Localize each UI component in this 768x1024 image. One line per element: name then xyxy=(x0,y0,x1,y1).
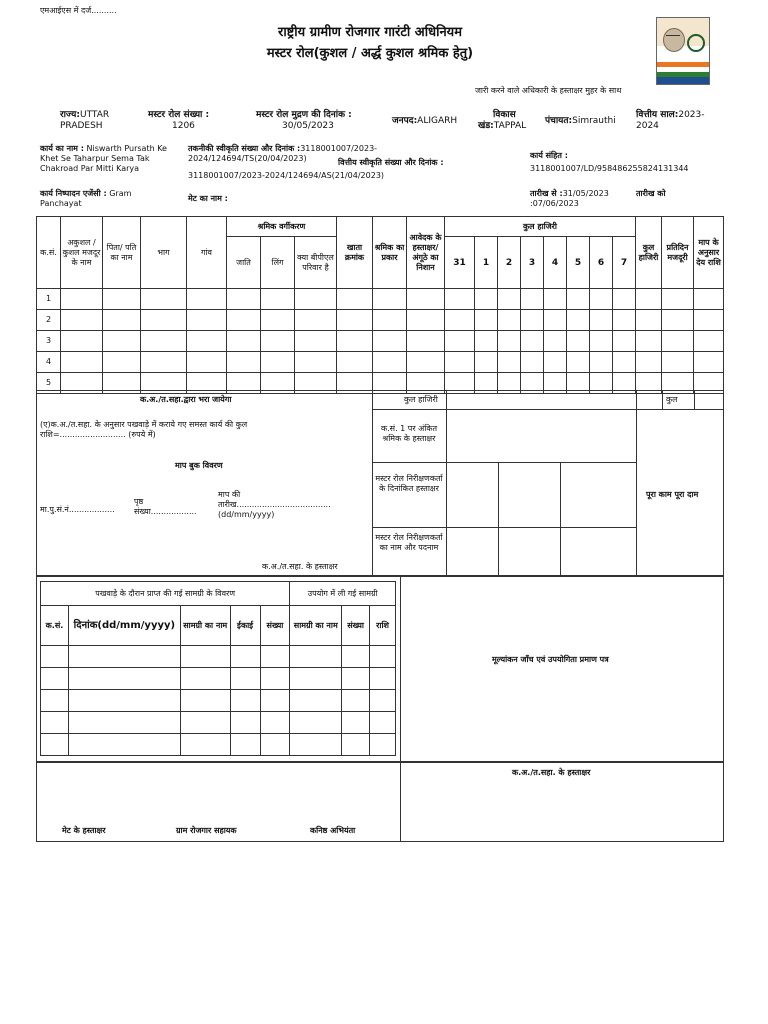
fin-sanction-value: 3118001007/2023-2024/124694/AS(21/04/2023) xyxy=(188,171,385,180)
evaluation-certificate: मूल्यांकन जाँच एवं उपयोगिता प्रमाण पत्र xyxy=(492,655,609,664)
agency-field: कार्य निष्पादन एजेंसी : Gram Panchayat xyxy=(40,189,132,208)
page-no-field: पृष्ठ संख्या.................. xyxy=(134,497,197,516)
financial-year-field: वित्तीय साल:2023-2024 xyxy=(636,110,705,131)
row-sno: 3 xyxy=(37,331,61,352)
col-total-attendance: कुल हाजिरी xyxy=(636,217,662,289)
col-payable: माप के अनुसार देय राशि xyxy=(694,217,724,289)
divider xyxy=(636,390,637,576)
row-sno: 1 xyxy=(37,289,61,310)
table-row xyxy=(41,734,396,756)
date-from-field: तारीख से :31/05/2023 :07/06/2023 xyxy=(530,189,609,208)
col-father-name: पिता/ पति का नाम xyxy=(103,217,141,289)
je-junior-engineer: कनिष्ठ अभियंता xyxy=(310,826,356,835)
col-attendance: कुल हाजिरी xyxy=(445,217,636,237)
je-signature: क.अ./त.सहा. के हस्ताक्षर xyxy=(262,562,338,571)
material-table xyxy=(40,581,396,756)
col-gender: भाग xyxy=(141,217,187,289)
col-amount: राशि xyxy=(370,606,396,646)
measured-work-amount: (ए)क.अ./त.सहा. के अनुसार पखवाड़े में कराये गए समस्त कार्य की कुल राशि=.......................... (रुपये में) xyxy=(40,420,248,439)
divider xyxy=(372,527,636,528)
day-header: 2 xyxy=(498,237,521,289)
je-final-signature: क.अ./त.सहा. के हस्ताक्षर xyxy=(512,768,591,777)
row-sno: 5 xyxy=(37,373,61,394)
divider xyxy=(662,390,663,410)
divider xyxy=(446,390,447,576)
divider xyxy=(498,462,499,576)
col-worker-name: अकुशल / कुशल मजदूर के नाम xyxy=(61,217,103,289)
divider xyxy=(400,576,401,762)
table-row xyxy=(37,289,724,310)
col-bpl: क्या बीपीएल परिवार है xyxy=(295,237,337,289)
day-header: 31 xyxy=(445,237,475,289)
row-sno: 4 xyxy=(37,352,61,373)
divider xyxy=(372,390,373,576)
col-daily-wage: प्रतिदिन मजदूरी xyxy=(662,217,694,289)
col-material-name: सामग्री का नाम xyxy=(180,606,230,646)
divider xyxy=(694,390,695,410)
divider xyxy=(400,762,401,842)
used-material-title: उपयोग में ली गई सामग्री xyxy=(290,582,396,606)
table-row xyxy=(37,331,724,352)
table-row xyxy=(37,310,724,331)
col-signature: आवेदक के हस्ताक्षर/ अंगूठे का निशान xyxy=(407,217,445,289)
print-date-field: मस्टर रोल मुद्रण की दिनांक : 30/05/2023 xyxy=(256,110,352,131)
col-material-qty: संख्या xyxy=(260,606,290,646)
day-header: 1 xyxy=(475,237,498,289)
mis-entry: एमआईएस में दर्ज.......... xyxy=(40,6,117,15)
inspector-name: मस्टर रोल निरीक्षणकर्ता का नाम और पदनाम xyxy=(375,533,443,552)
col-category: श्रमिक वर्गीकरण xyxy=(227,217,337,237)
table-row xyxy=(41,668,396,690)
mb-no-field: मा.पु.सं.नं.................. xyxy=(40,505,115,514)
signature-section xyxy=(36,762,724,842)
tech-sanction-field: तकनीकी स्वीकृति संख्या और दिनांक :3118001007/2023-2024/124694/TS(20/04/2023) xyxy=(188,144,378,163)
attendance-table xyxy=(36,216,724,394)
inspector-signature: मस्टर रोल निरीक्षणकर्ता के दिनांकित हस्ताक्षर xyxy=(375,474,443,493)
day-header: 4 xyxy=(544,237,567,289)
table-row xyxy=(41,690,396,712)
work-code-field: कार्य संहित : 3118001007/LD/958486255824131344 xyxy=(530,151,689,173)
table-row xyxy=(37,352,724,373)
state-field: राज्य:UTTAR PRADESH xyxy=(60,110,110,131)
panchayat-field: पंचायत:Simrauthi xyxy=(545,116,616,126)
fin-sanction-label: वित्तीय स्वीकृति संख्या और दिनांक : xyxy=(338,158,444,167)
col-caste: जाति xyxy=(227,237,261,289)
je-fill-label: क.अ./त.सहा.द्वारा भरा जायेगा xyxy=(140,395,232,404)
mate-signature: मेट के हस्ताक्षर xyxy=(62,826,106,835)
day-header: 7 xyxy=(613,237,636,289)
divider xyxy=(560,462,561,576)
col-worker-type: श्रमिक का प्रकार xyxy=(373,217,407,289)
total-attendance-label: कुल हाजिरी xyxy=(404,395,438,404)
day-header: 5 xyxy=(567,237,590,289)
col-material-date: दिनांक(dd/mm/yyyy) xyxy=(68,606,180,646)
mate-name-field: मेट का नाम : xyxy=(188,194,228,203)
muster-no-field: मस्टर रोल संख्या : 1206 xyxy=(148,110,210,131)
full-work-full-pay: पूरा काम पूरा दाम xyxy=(646,490,699,499)
col-used-material-name: सामग्री का नाम xyxy=(290,606,342,646)
issuing-officer-sign: जारी करने वाले अधिकारी के हस्ताक्षर मुहर के साथ xyxy=(475,86,622,95)
measure-date-field: माप की तारीख..................................... (dd/mm/yyyy) xyxy=(218,490,331,519)
day-header: 6 xyxy=(590,237,613,289)
col-account: खाता क्रमांक xyxy=(337,217,373,289)
col-material-unit: ईकाई xyxy=(230,606,260,646)
col-village: गांव xyxy=(187,217,227,289)
mb-details-title: माप बुक विवरण xyxy=(175,461,223,470)
total-label: कुल xyxy=(666,395,678,404)
row-sno: 2 xyxy=(37,310,61,331)
divider xyxy=(372,462,636,463)
table-row xyxy=(41,712,396,734)
sno1-signature: क.सं. 1 पर अंकित श्रमिक के हस्ताक्षर xyxy=(380,424,438,443)
district-field: जनपद:ALIGARH xyxy=(392,116,458,126)
col-material-sno: क.सं. xyxy=(41,606,69,646)
grs-signature: ग्राम रोजगार सहायक xyxy=(176,826,237,835)
date-to-label: तारीख को xyxy=(636,189,666,198)
received-material-title: पखवाड़े के दौरान प्राप्त की गई सामग्री के विवरण xyxy=(41,582,290,606)
nrega-gandhi-logo-icon xyxy=(656,17,710,85)
col-sno: क.सं. xyxy=(37,217,61,289)
col-used-qty: संख्या xyxy=(342,606,370,646)
block-field: विकास खंड:TAPPAL xyxy=(478,110,527,131)
work-name-field: कार्य का नाम : Niswarth Pursath Ke Khet Se Taharpur Sema Tak Chakroad Par Mitti Karya xyxy=(40,144,167,173)
form-title-line1: राष्ट्रीय ग्रामीण रोजगार गारंटी अधिनियम xyxy=(278,25,462,40)
form-title-line2: मस्टर रोल(कुशल / अर्द्ध कुशल श्रमिक हेतु) xyxy=(266,46,474,61)
col-sex: लिंग xyxy=(261,237,295,289)
table-row xyxy=(41,646,396,668)
day-header: 3 xyxy=(521,237,544,289)
